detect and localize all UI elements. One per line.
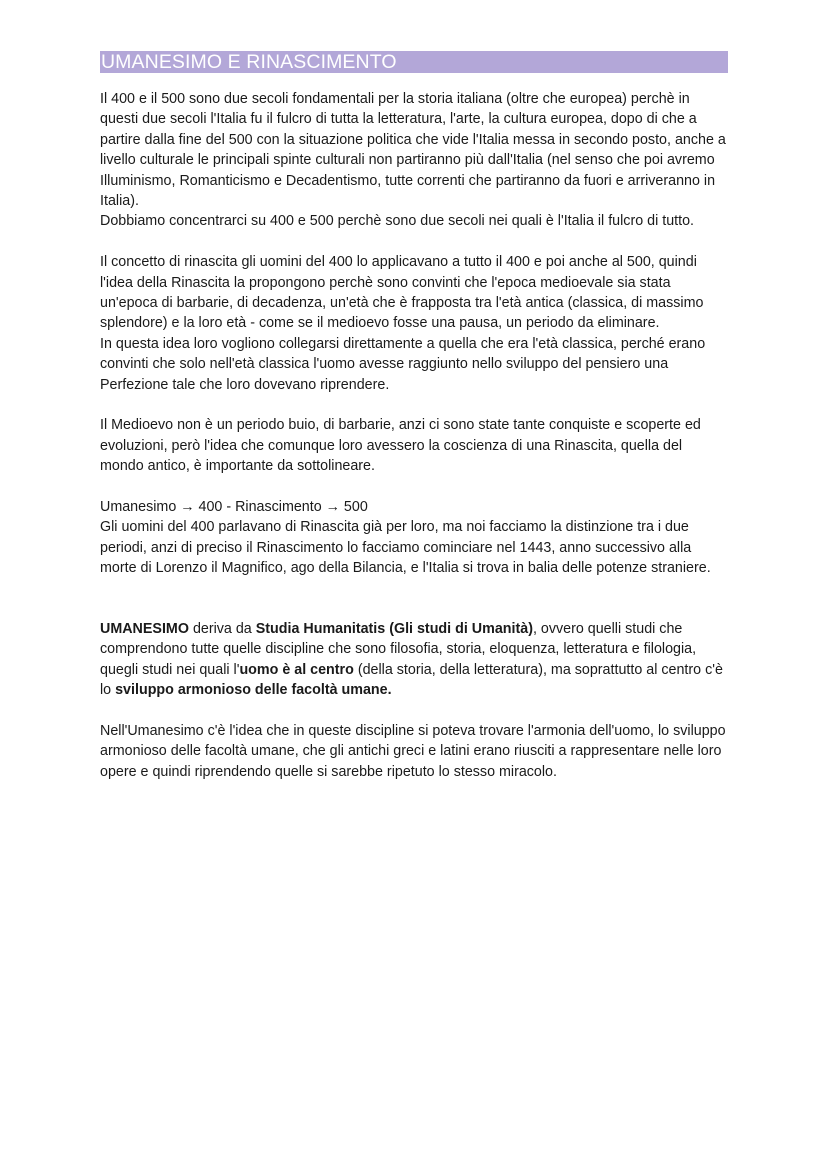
paragraph-intro: Il 400 e il 500 sono due secoli fondamentali per la storia italiana (oltre che europea) perchè in questi due secoli l'Italia fu il fulcro di tutta la letteratura, l'arte, la cultura europea, dopo di che a partire dalla fine del 500 con la situazione politica che vide l'Italia messa in secondo posto, anche a livello culturale le principali spinte culturali non partiranno più dall'Italia (nel senso che poi avremo Illuminismo, Romanticismo e Decadentismo, tutte correnti che partiranno da fuori e arriveranno in Italia). bbox=[100, 91, 726, 210]
text-segment: (della storia, della letteratura), ma soprattutto al centro c'è lo bbox=[100, 661, 723, 698]
periods-summary-line: Umanesimo → 400 - Rinascimento → 500 bbox=[100, 499, 368, 516]
paragraph-spacer bbox=[100, 232, 728, 252]
text-segment: , ovvero quelli studi che comprendono tutte quelle discipline che sono filosofia, storia, eloquenza, letteratura e filologia, quegli studi nei quali l' bbox=[100, 620, 697, 678]
paragraph-classical-link: In questa idea loro vogliono collegarsi direttamente a quella che era l'età classica, perché erano convinti che solo nell'età classica l'uomo avesse raggiunto nello sviluppo del pensiero una Perfezione tale che loro dovevano riprendere. bbox=[100, 335, 706, 393]
document-body bbox=[100, 89, 728, 782]
paragraph-focus: Dobbiamo concentrarci su 400 e 500 perchè sono due secoli nei quali è l'Italia il fulcro di tutto. bbox=[100, 213, 695, 230]
term-umanesimo: UMANESIMO bbox=[100, 620, 189, 637]
paragraph-spacer bbox=[100, 477, 728, 497]
term-sviluppo-armonioso: sviluppo armonioso delle facoltà umane. bbox=[115, 681, 392, 698]
paragraph-rinascita-concept: Il concetto di rinascita gli uomini del 400 lo applicavano a tutto il 400 e poi anche al 500, quindi l'idea della Rinascita la propongono perchè sono convinti che l'epoca medioevale sia stata un'epoca di barbarie, di decadenza, un'età che è frapposta tra l'età antica (classica, di massimo splendore) e la loro età - come se il medioevo fosse una pausa, un periodo da eliminare. bbox=[100, 254, 704, 332]
paragraph-umanesimo-definition bbox=[100, 619, 728, 701]
term-studia-humanitatis: Studia Humanitatis (Gli studi di Umanità) bbox=[255, 620, 533, 637]
document-title: UMANESIMO E RINASCIMENTO bbox=[100, 51, 728, 73]
paragraph-medioevo: Il Medioevo non è un periodo buio, di barbarie, anzi ci sono state tante conquiste e scoperte ed evoluzioni, però l'idea che comunque loro avessero la coscienza di una Rinascita, quella del mondo antico, è importante da sottolineare. bbox=[100, 417, 701, 475]
paragraph-spacer bbox=[100, 395, 728, 415]
section-spacer bbox=[100, 579, 728, 619]
paragraph-spacer bbox=[100, 700, 728, 720]
term-uomo-al-centro: uomo è al centro bbox=[239, 661, 354, 678]
paragraph-harmony: Nell'Umanesimo c'è l'idea che in queste discipline si poteva trovare l'armonia dell'uomo, lo sviluppo armonioso delle facoltà umane, che gli antichi greci e latini erano riusciti a rappresentare nelle loro opere e quindi riprendendo quelle si sarebbe ripetuto lo stesso miracolo. bbox=[100, 722, 726, 780]
document-page bbox=[100, 51, 728, 782]
text-segment: deriva da bbox=[188, 620, 256, 637]
paragraph-periods-distinction: Gli uomini del 400 parlavano di Rinascita già per loro, ma noi facciamo la distinzione tra i due periodi, anzi di preciso il Rinascimento lo facciamo cominciare nel 1443, anno successivo alla morte di Lorenzo il Magnifico, ago della Bilancia, e l'Italia si trova in balia delle potenze straniere. bbox=[100, 519, 711, 577]
